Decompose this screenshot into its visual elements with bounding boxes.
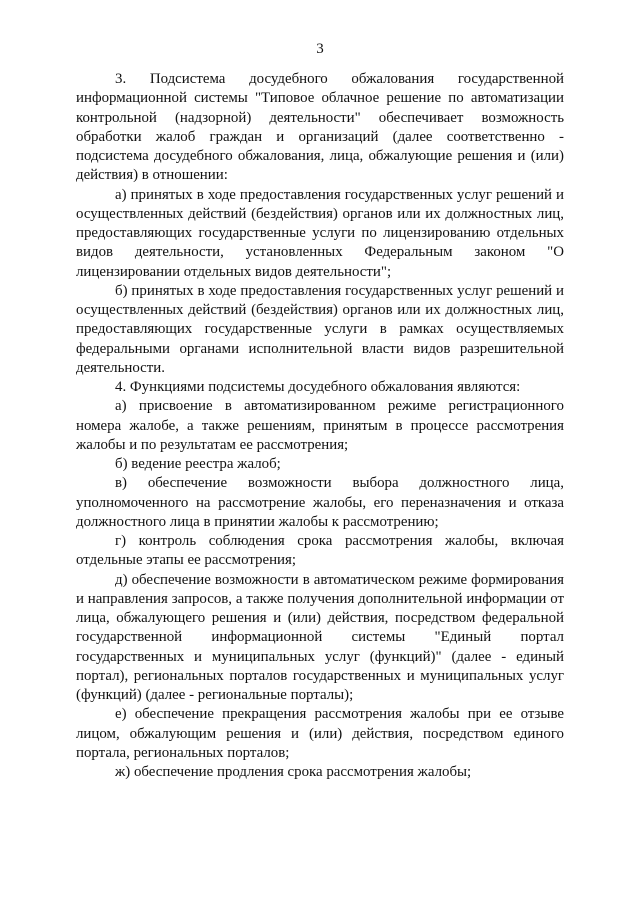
paragraph-4d: д) обеспечение возможности в автоматическом режиме формирования и направления запросов, а также получения дополнительной информации от лица, обжалующего решения и (или) действия, посредством федеральной государственной информационной системы "Единый портал государственных и муниципальных услуг (функций)" (далее - единый портал), региональных порталов государственных и муниципальных услуг (функций) (далее - региональные порталы); [76,571,564,703]
paragraph-3-intro: 3. Подсистема досудебного обжалования государственной информационной системы "Типовое облачное решение по автоматизации контрольной (надзорной) деятельности" обеспечивает возможность обработки жалоб граждан и организаций (далее соответственно - подсистема досудебного обжалования, лица, обжалующие решения и (или) действия) в отношении: [76,71,564,184]
paragraph-4zh: ж) обеспечение продления срока рассмотрения жалобы; [115,764,472,780]
document-body [76,70,564,782]
paragraph-3a: а) принятых в ходе предоставления государственных услуг решений и осуществленных действий (бездействия) органов или их должностных лиц, предоставляющих государственные услуги по лицензированию отдельных видов деятельности, установленных Федеральным законом "О лицензировании отдельных видов деятельности"; [76,186,564,280]
paragraph-4v: в) обеспечение возможности выбора должностного лица, уполномоченного на рассмотрение жалобы, его переназначения и отказа должностного лица в принятии жалобы к рассмотрению; [76,475,564,530]
paragraph-4-intro: 4. Функциями подсистемы досудебного обжалования являются: [115,379,521,395]
paragraph-4e: е) обеспечение прекращения рассмотрения жалобы при ее отзыве лицом, обжалующим решения и (или) действия, посредством единого портала, региональных порталов; [76,706,564,761]
paragraph-4b: б) ведение реестра жалоб; [115,456,281,472]
paragraph-4a: а) присвоение в автоматизированном режиме регистрационного номера жалобе, а также решениям, принятым в процессе рассмотрения жалобы и по результатам ее рассмотрения; [76,398,564,453]
paragraph-3b: б) принятых в ходе предоставления государственных услуг решений и осуществленных действий (бездействия) органов или их должностных лиц, предоставляющих государственные услуги в рамках осуществляемых федеральными органами исполнительной власти видов разрешительной деятельности. [76,282,564,376]
paragraph-4g: г) контроль соблюдения срока рассмотрения жалобы, включая отдельные этапы ее рассмотрения; [76,533,564,569]
page-number: 3 [316,41,324,57]
